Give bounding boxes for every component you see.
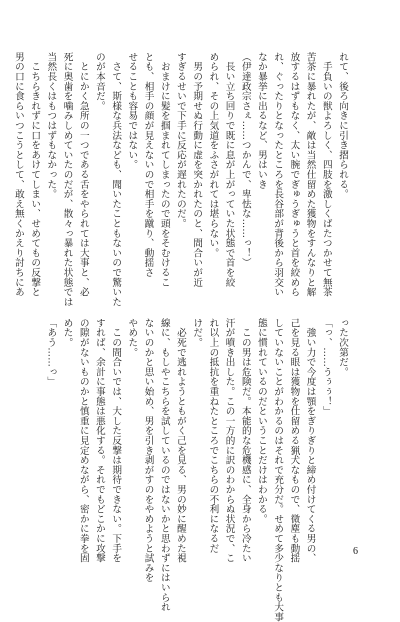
- upper-text-line: とも、相手の顔が見えないので相手を蹴り、動揺さ: [142, 52, 154, 278]
- upper-text-line: 死に奥歯を噛みしめていたのだが、散々っ暴れた状態では: [61, 52, 73, 307]
- lower-text-line: 「っ、……うぅぅ！」: [320, 318, 332, 416]
- upper-text-line: められ、その上気道をふさがれては堪らない。: [207, 52, 219, 258]
- upper-text-line: 苦茶に暴れたが、敵は当然仕留めた獲物をすんなりと解: [304, 52, 316, 297]
- lower-text-line: 強い力で今度は顎をぎりぎりと締め付けてくる男の、: [304, 318, 316, 563]
- upper-text-line: 男の口に食らいつこうとして、敢え無くかえり討ちにあ: [12, 52, 24, 297]
- upper-text-line: 放するはずもなく、太い腕でぎゅうぎゅうと首を絞めら: [288, 52, 300, 297]
- lower-text-line: やめた。: [126, 318, 138, 358]
- upper-text-line: （伊達政宗さぇ……つかんで、卑怯な……っ！）: [239, 52, 251, 268]
- lower-text-line: 態に慣れているのだということだけはわかる。: [255, 318, 267, 524]
- lower-text-line: 汗が噴き出した。この一方的に訳のわからぬ状況で、こ: [223, 318, 235, 563]
- upper-text-line: れて、後ろ向きに引き摺られる。: [337, 52, 348, 199]
- upper-text-line: のが本音だ。: [93, 52, 105, 111]
- upper-text-line: 長い立ち回りで既に息が上がっていた状態で首を絞: [223, 52, 235, 288]
- lower-text-line: れ以上の抵抗を重ねたところでこちらの不利になるだ: [207, 318, 219, 554]
- lower-text-line: していないことがわかるのはそれで充分だ。せめて多少なりとも大事: [272, 318, 284, 622]
- lower-text-line: けだ。: [191, 318, 203, 348]
- upper-text-line: すぎるせいで下手に反応が遅れたのだ。: [174, 52, 186, 229]
- upper-text-line: さて、斯様な兵法なども、聞いたこともないので驚いた: [110, 52, 122, 307]
- lower-text-line: った次第だ。: [337, 318, 348, 377]
- lower-text-line: の隙がないものかと慎重に見定めながら、密かに拳を固: [77, 318, 89, 563]
- lower-text-line: 線に、もしやこちらを試しているのではないかと思わずにはいられ: [158, 318, 170, 612]
- upper-text-line: 男の予期せぬ行動に虚を突かれたのと、間合いが近: [191, 52, 203, 288]
- lower-text-line: 「あう……っ」: [45, 318, 57, 387]
- lower-text-line: 必死で逃れようともがく己を見る、男の妙に醒めた視: [174, 318, 186, 563]
- upper-text-line: せることも容易ではない。: [126, 52, 138, 170]
- upper-text-line: こちらきれずに口をあけてしまい、せめてもの反撃と: [29, 52, 41, 297]
- text-block-lower: [40, 318, 350, 622]
- lower-text-line: ないのかと思い始め、男を引き剥がすのをやめようと試みを: [142, 318, 154, 583]
- text-block-upper: [12, 52, 350, 307]
- upper-text-line: なか暴挙に出るなど、男はいき: [255, 52, 267, 190]
- upper-text-line: 当然長くはもつはずもなかった。: [45, 52, 57, 199]
- lower-text-line: すれば、余計に事態は悪化する。それでもどこかに攻撃: [93, 318, 105, 563]
- lower-text-line: この男は危険だ。本能的な危機感に、全身から冷たい: [239, 318, 251, 563]
- lower-text-line: この間合いでは、大した反撃は期待できない。下手を: [110, 318, 122, 563]
- upper-text-line: れ、ぐったりとなったところを長谷部が背後から羽交い: [272, 52, 284, 297]
- upper-text-line: とにかく急所の一つである舌をやられては大事と、必: [77, 52, 89, 297]
- upper-text-line: おまけに髪を掴まれてしまったので頭をそむけるこ: [158, 52, 170, 288]
- lower-text-line: めた。: [61, 318, 73, 348]
- page-number: 6: [353, 546, 358, 557]
- lower-text-line: 己を見る眼は獲物を仕留める猟犬なもので、微塵も動揺: [288, 318, 300, 563]
- upper-text-line: 手負いの獣よろしく、四肢を激しくばたつかせて無茶: [320, 52, 332, 297]
